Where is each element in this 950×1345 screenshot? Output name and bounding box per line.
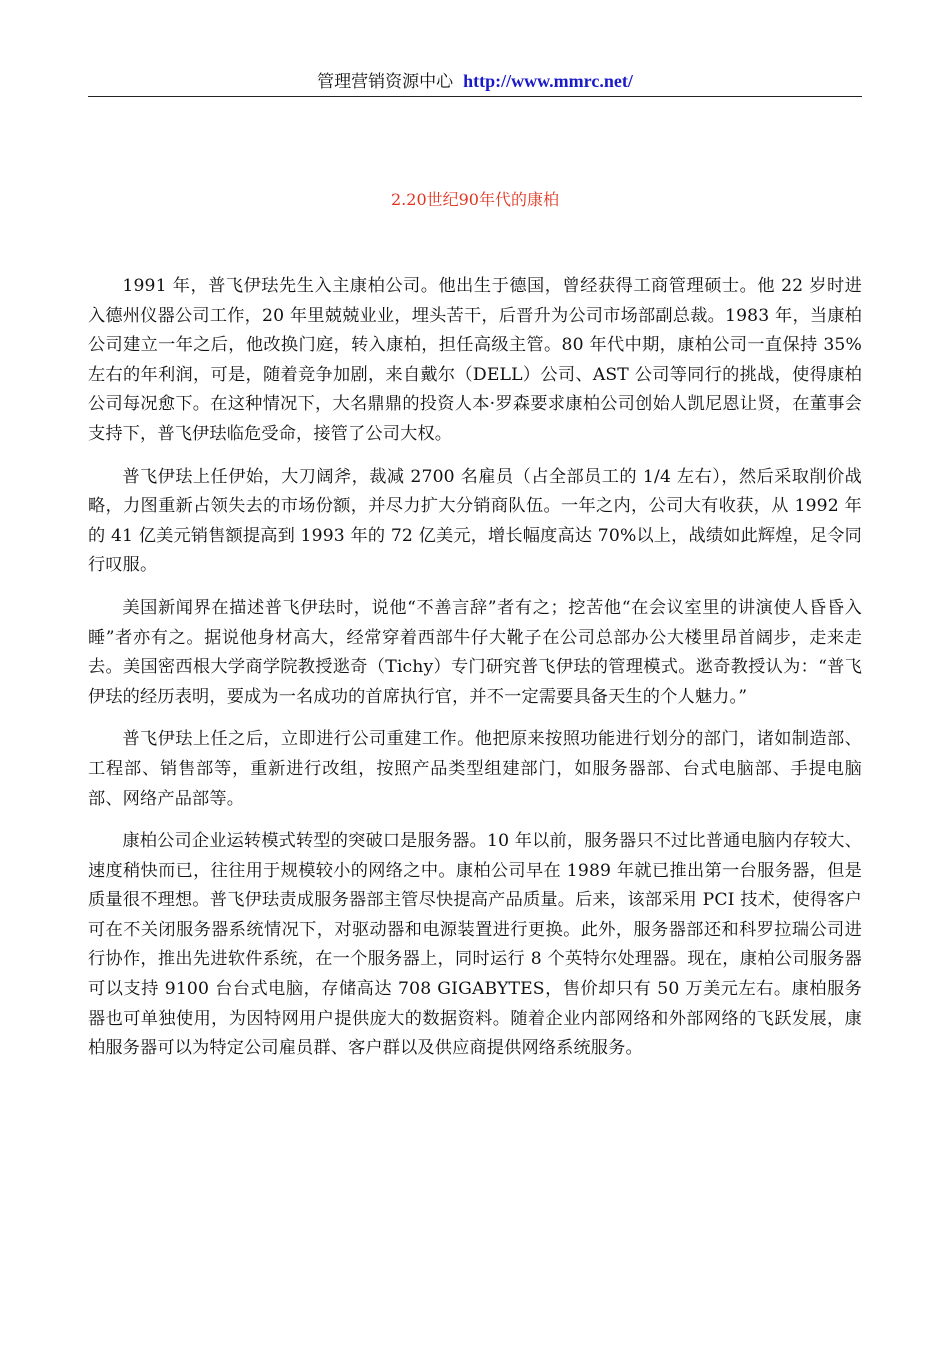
paragraph-1: 1991 年，普飞伊珐先生入主康柏公司。他出生于德国，曾经获得工商管理硕士。他 22 岁时进入德州仪器公司工作，20 年里兢兢业业，埋头苦干，后晋升为公司市场部副总裁。1983 年，当康柏公司建立一年之后，他改换门庭，转入康柏，担任高级主管。80 年代中期，康柏公司一直保持 35%左右的年利润，可是，随着竞争加剧，来自戴尔（DELL）公司、AST 公司等同行的挑战，使得康柏公司每况愈下。在这种情况下，大名鼎鼎的投资人本·罗森要求康柏公司创始人凯尼恩让贤，在董事会支持下，普飞伊珐临危受命，接管了公司大权。	[88, 276, 862, 444]
paragraph-4: 普飞伊珐上任之后，立即进行公司重建工作。他把原来按照功能进行划分的部门，诸如制造部、工程部、销售部等，重新进行改组，按照产品类型组建部门，如服务器部、台式电脑部、手提电脑部、网络产品部等。	[88, 729, 862, 809]
article-body	[88, 272, 862, 1077]
section-title: 2.20世纪90年代的康柏	[391, 190, 559, 209]
paragraph-2: 普飞伊珐上任伊始，大刀阔斧，裁减 2700 名雇员（占全部员工的 1/4 左右），然后采取削价战略，力图重新占领失去的市场份额，并尽力扩大分销商队伍。一年之内，公司大有收获，从 1992 年的 41 亿美元销售额提高到 1993 年的 72 亿美元，增长幅度高达 70%以上，战绩如此辉煌，足令同行叹服。	[88, 466, 862, 576]
header-url-link[interactable]: http://www.mmrc.net/	[463, 71, 633, 91]
paragraph-5: 康柏公司企业运转模式转型的突破口是服务器。10 年以前，服务器只不过比普通电脑内存较大、速度稍快而已，往往用于规模较小的网络之中。康柏公司早在 1989 年就已推出第一台服务器，但是质量很不理想。普飞伊珐责成服务器部主管尽快提高产品质量。后来，该部采用 PCI 技术，使得客户可在不关闭服务器系统情况下，对驱动器和电源装置进行更换。此外，服务器部还和科罗拉瑞公司进行协作，推出先进软件系统，在一个服务器上，同时运行 8 个英特尔处理器。现在，康柏公司服务器可以支持 9100 台台式电脑，存储高达 708 GIGABYTES，售价却只有 50 万美元左右。康柏服务器也可单独使用，为因特网用户提供庞大的数据资料。随着企业内部网络和外部网络的飞跃发展，康柏服务器可以为特定公司雇员群、客户群以及供应商提供网络系统服务。	[88, 831, 862, 1059]
page-header	[88, 66, 862, 97]
paragraph-3: 美国新闻界在描述普飞伊珐时，说他“不善言辞”者有之；挖苦他“在会议室里的讲演使人昏昏入睡”者亦有之。据说他身材高大，经常穿着西部牛仔大靴子在公司总部办公大楼里昂首阔步，走来走去。美国密西根大学商学院教授逖奇（Tichy）专门研究普飞伊珐的管理模式。逖奇教授认为：“普飞伊珐的经历表明，要成为一名成功的首席执行官，并不一定需要具备天生的个人魅力。”	[88, 597, 862, 707]
header-org-name: 管理营销资源中心	[317, 72, 454, 92]
